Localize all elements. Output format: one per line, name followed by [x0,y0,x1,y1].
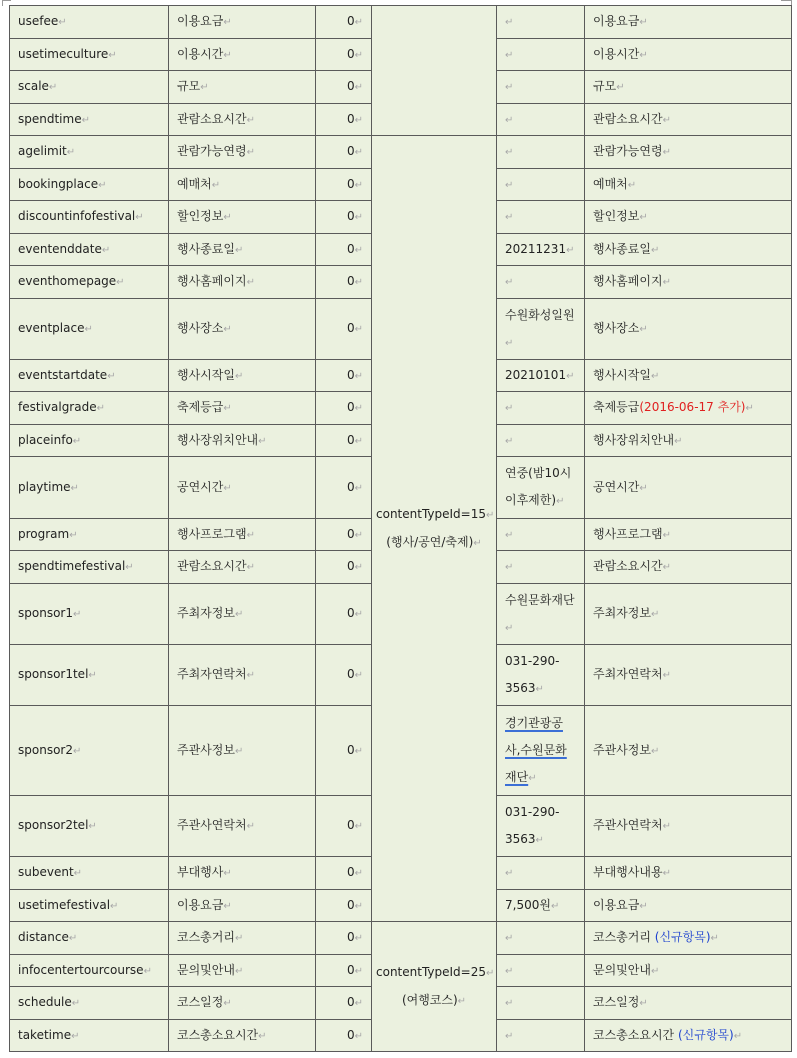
example-cell: ↵ [497,71,585,104]
size-cell: 0↵ [316,392,372,425]
field-name-cell: eventplace↵ [10,299,169,360]
korean-name-cell: 공연시간↵ [169,457,316,519]
description-cell: 행사장소↵ [585,299,792,360]
size-cell: 0↵ [316,234,372,266]
example-cell: ↵ [497,425,585,457]
description-cell: 이용요금↵ [585,890,792,922]
field-name-cell: discountinfofestival↵ [10,201,169,234]
field-name-cell: sponsor1↵ [10,584,169,645]
example-cell: ↵ [497,955,585,987]
description-cell: 축제등급(2016-06-17 추가)↵ [585,392,792,425]
korean-name-cell: 관람소요시간↵ [169,551,316,584]
example-cell: ↵ [497,551,585,584]
example-cell: ↵ [497,104,585,136]
korean-name-cell: 주관사연락처↵ [169,796,316,857]
example-cell: 20210101↵ [497,360,585,392]
field-name-cell: sponsor2tel↵ [10,796,169,857]
field-name-cell: sponsor2↵ [10,706,169,796]
size-cell: 0↵ [316,645,372,706]
korean-name-cell: 문의및안내↵ [169,955,316,987]
field-name-cell: taketime↵ [10,1020,169,1052]
description-cell: 코스일정↵ [585,987,792,1020]
description-cell: 주관사정보↵ [585,706,792,796]
korean-name-cell: 행사프로그램↵ [169,519,316,551]
korean-name-cell: 예매처↵ [169,169,316,201]
korean-name-cell: 코스총거리↵ [169,922,316,955]
table-row [10,136,792,169]
description-cell: 행사장위치안내↵ [585,425,792,457]
example-cell: 수원문화재단↵ [497,584,585,645]
korean-name-cell: 행사장소↵ [169,299,316,360]
example-cell: 경기관광공사,수원문화재단↵ [497,706,585,796]
korean-name-cell: 코스총소요시간↵ [169,1020,316,1052]
example-cell: ↵ [497,519,585,551]
size-cell: 0↵ [316,169,372,201]
description-cell: 이용시간↵ [585,39,792,71]
size-cell: 0↵ [316,299,372,360]
korean-name-cell: 관람소요시간↵ [169,104,316,136]
field-name-cell: playtime↵ [10,457,169,519]
size-cell: 0↵ [316,425,372,457]
example-cell: 연중(밤10시이후제한)↵ [497,457,585,519]
content-type-group-cell: contentTypeId=25↵ (여행코스)↵ [372,922,497,1052]
korean-name-cell: 주최자정보↵ [169,584,316,645]
size-cell: 0↵ [316,71,372,104]
size-cell: 0↵ [316,266,372,299]
korean-name-cell: 규모↵ [169,71,316,104]
korean-name-cell: 이용시간↵ [169,39,316,71]
description-cell: 공연시간↵ [585,457,792,519]
example-cell: ↵ [497,6,585,39]
korean-name-cell: 주관사정보↵ [169,706,316,796]
description-cell: 예매처↵ [585,169,792,201]
korean-name-cell: 관람가능연령↵ [169,136,316,169]
korean-name-cell: 주최자연락처↵ [169,645,316,706]
example-cell: ↵ [497,987,585,1020]
description-cell: 관람가능연령↵ [585,136,792,169]
example-cell: ↵ [497,201,585,234]
example-cell: ↵ [497,922,585,955]
field-name-cell: spendtime↵ [10,104,169,136]
description-cell: 관람소요시간↵ [585,551,792,584]
description-cell: 이용요금↵ [585,6,792,39]
field-name-cell: eventstartdate↵ [10,360,169,392]
table-row [10,6,792,39]
table-row [10,922,792,955]
korean-name-cell: 행사장위치안내↵ [169,425,316,457]
field-name-cell: bookingplace↵ [10,169,169,201]
example-cell: ↵ [497,39,585,71]
description-cell: 주최자연락처↵ [585,645,792,706]
korean-name-cell: 축제등급↵ [169,392,316,425]
description-cell: 관람소요시간↵ [585,104,792,136]
size-cell: 0↵ [316,39,372,71]
size-cell: 0↵ [316,890,372,922]
description-cell: 행사종료일↵ [585,234,792,266]
document-page [9,5,791,1052]
size-cell: 0↵ [316,796,372,857]
field-name-cell: spendtimefestival↵ [10,551,169,584]
field-name-cell: eventhomepage↵ [10,266,169,299]
korean-name-cell: 행사종료일↵ [169,234,316,266]
example-cell: ↵ [497,857,585,890]
field-spec-table [9,5,792,1052]
size-cell: 0↵ [316,6,372,39]
description-cell: 할인정보↵ [585,201,792,234]
field-name-cell: usefee↵ [10,6,169,39]
description-cell: 문의및안내↵ [585,955,792,987]
size-cell: 0↵ [316,201,372,234]
size-cell: 0↵ [316,104,372,136]
description-cell: 주최자정보↵ [585,584,792,645]
description-cell: 규모↵ [585,71,792,104]
field-name-cell: subevent↵ [10,857,169,890]
content-type-group-cell [372,6,497,136]
size-cell: 0↵ [316,457,372,519]
description-cell: 행사프로그램↵ [585,519,792,551]
example-cell: 031-290-3563↵ [497,796,585,857]
description-cell: 주관사연락처↵ [585,796,792,857]
field-name-cell: scale↵ [10,71,169,104]
korean-name-cell: 할인정보↵ [169,201,316,234]
size-cell: 0↵ [316,987,372,1020]
size-cell: 0↵ [316,922,372,955]
size-cell: 0↵ [316,857,372,890]
field-name-cell: sponsor1tel↵ [10,645,169,706]
example-cell: ↵ [497,136,585,169]
description-cell: 행사시작일↵ [585,360,792,392]
example-cell: 031-290-3563↵ [497,645,585,706]
new-item-note: (신규항목) [677,1027,734,1042]
size-cell: 0↵ [316,136,372,169]
added-date-note: (2016-06-17 추가) [639,400,746,414]
content-type-group-cell: contentTypeId=15↵ (행사/공연/축제)↵ [372,136,497,922]
field-name-cell: distance↵ [10,922,169,955]
description-cell: 부대행사내용↵ [585,857,792,890]
description-cell: 행사홈페이지↵ [585,266,792,299]
example-cell: ↵ [497,392,585,425]
example-cell: ↵ [497,169,585,201]
size-cell: 0↵ [316,1020,372,1052]
korean-name-cell: 코스일정↵ [169,987,316,1020]
size-cell: 0↵ [316,551,372,584]
field-name-cell: agelimit↵ [10,136,169,169]
field-name-cell: program↵ [10,519,169,551]
field-name-cell: festivalgrade↵ [10,392,169,425]
korean-name-cell: 부대행사↵ [169,857,316,890]
example-cell: 수원화성일원↵ [497,299,585,360]
description-cell: 코스총소요시간 (신규항목)↵ [585,1020,792,1052]
field-name-cell: placeinfo↵ [10,425,169,457]
field-name-cell: infocentertourcourse↵ [10,955,169,987]
size-cell: 0↵ [316,955,372,987]
example-cell: 20211231↵ [497,234,585,266]
example-cell: ↵ [497,1020,585,1052]
field-name-cell: eventenddate↵ [10,234,169,266]
korean-name-cell: 이용요금↵ [169,6,316,39]
size-cell: 0↵ [316,706,372,796]
korean-name-cell: 행사홈페이지↵ [169,266,316,299]
example-cell: 7,500원↵ [497,890,585,922]
size-cell: 0↵ [316,360,372,392]
field-name-cell: usetimefestival↵ [10,890,169,922]
description-cell: 코스총거리 (신규항목)↵ [585,922,792,955]
example-cell: ↵ [497,266,585,299]
size-cell: 0↵ [316,584,372,645]
korean-name-cell: 이용요금↵ [169,890,316,922]
size-cell: 0↵ [316,519,372,551]
field-name-cell: schedule↵ [10,987,169,1020]
field-name-cell: usetimeculture↵ [10,39,169,71]
korean-name-cell: 행사시작일↵ [169,360,316,392]
new-item-note: (신규항목) [654,930,711,944]
